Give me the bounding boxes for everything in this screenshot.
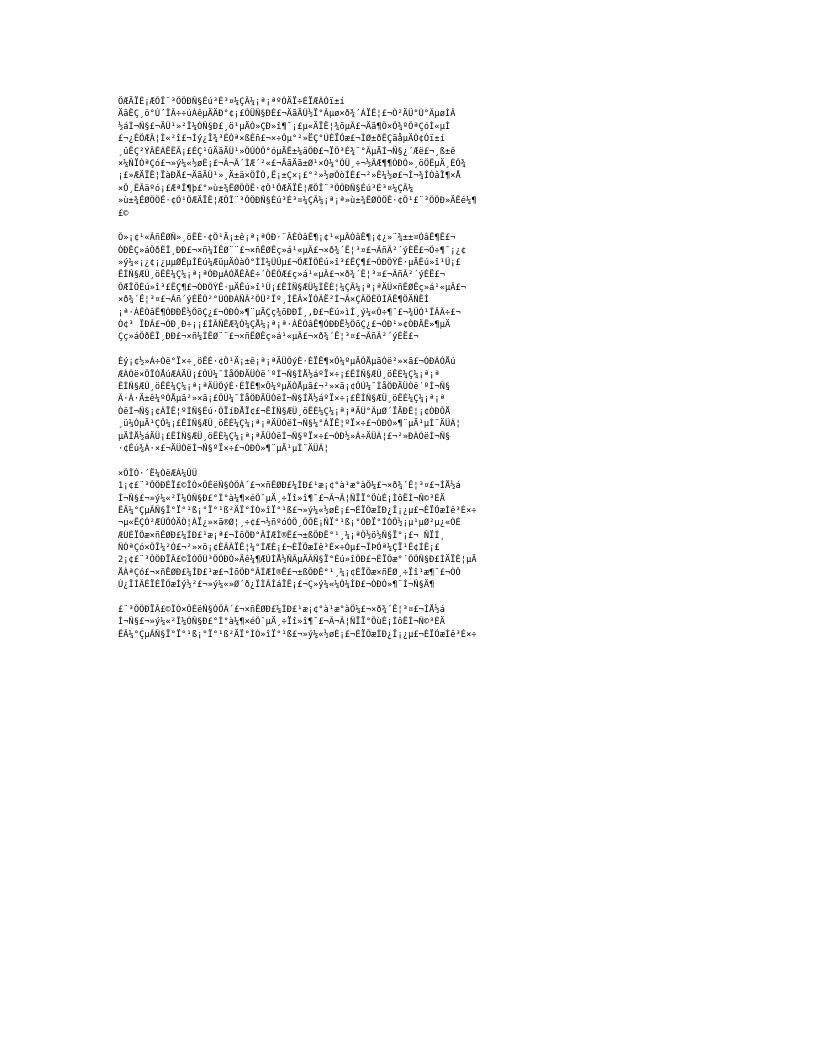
text-line: ÑÓªÇó×ÔÎ¼²Ò£¬²»×ö¡¢ÈÃÀÏÊ¦¼°ÍÆÈ¡£¬ÈÏÕæÍê³É×÷Òµ£¬ÎÞÕª¼ÇÏ¹Ê¢ÍÊ¡£ (118, 543, 440, 554)
text-line: ×Ô¸ÊÂäºó¡£ÆªÎ¶þ£°»ù±¾ÊØÖÖÊ·¢Ô¹ÔÆÄÏÊ¦ÆÕÎ¨³ÕÖÐÑ§Éú³É³¤¼ÇÂ¼ (118, 183, 414, 194)
paragraph-gap (118, 455, 718, 467)
text-line: 2¡¢£¨³ÕÖÐÏÂ£©ÎÒÔÚ³ÕÖÐÒ»Äê¼¶ÆÚÍÅ½ÑÃµÄÃÑ§Ï°Éú»îÖÐ£¬ÈÏÕæ°´ÕÕÑ§Ð£ÌÄÏÊ¦µÄ (118, 555, 477, 566)
paragraph-gap (118, 344, 718, 356)
text-line: Í¬Ñ§£¬»ý¼«²Î¼ÓÑ§Ð£°Í°à¼¶×éÖ¯µÄ¸÷Ïî»î¶¯£¬Ã¬Ã¦ÑÏÏ°ÕùÈ¡ÌôÊÍ¬Ñ©³ÉÄ (118, 493, 445, 504)
text-line: Í¬Ñ§£¬»ý¼«²Î¼ÓÑ§Ð£°Í°à¼¶×éÖ¯µÄ¸÷Ïî»î¶¯£¬Ã¬Ã¦ÑÏÏ°ÕùÈ¡ÌôÊÍ¬Ñ©³ÉÄ (118, 617, 445, 628)
text-line: ÄãÊÇ¸ö°Ù´ÎÂ÷÷úÁêµÄÄÐ°¢¡£ÕÛÑ§ÐÉ£¬ÄãÄÜ½Ï°Ãµø×ð¾´ÀÏÊ¦£¬Ò²ÄÜ°Ù°ÃµøÌÂ (118, 109, 456, 120)
text-line: »ù±¾ÊØÖÖÊ·¢Ô¹ÔÆÄÏÊ¦ÆÕÎ¨³ÕÖÐÑ§Éú³É³¤¼ÇÂ¼¡ª¡ª»ù±¾ÊØÖÖÊ·¢Ô¹£¨³ÕÖÐ»ÄÊé¼¶ (118, 196, 477, 207)
text-line: µÄÍÅ½áÄÜ¡£ÊÍÑ§ÆÜ¸öÊÈ¼Ç¼¡ª¡ªÄÜÓëÍ¬Ñ§ºÏ×÷£¬ÓÐ½»Á÷ÄÜÁ¦£¬²»ÐÀÓëÍ¬Ñ§ (118, 431, 451, 442)
text-line: ÆÚÈÏÕæ×ñÊØÐ£¼ÍÐ£¹æ¡ª£¬ÍõÖÐ°ÂÍÆÌ®Ê£¬±ßÕÐÊ°¹¸¼¡ªÖ½ö½Ñ§Ï°¡£¬ ÑÏÍ¸ (118, 530, 445, 541)
text-line: £© (118, 208, 129, 219)
text-line: Ú¿ÎÌÃÉÏÈÏÕæÌý½²£¬»ý¼«»Ø´ð¿ÎÌÃÌáÎÊ¡£¬Ç»ý¼«¼Ó¼ÍÐ£¬ÓÐÒ»¶¨Í¬Ñ§Ä¶ (118, 580, 435, 591)
text-line: »ý¼«¡¿¢¡¿µµØÊµÌÉú¼ÆüµÄÓàÔ°ÍÌ¼ÜÛµ£¬ÕÆÎÕÉú»î³£ÊÇ¶£¬ÓÐÖÝÊ·µÄÊú»î¹Ü¡£ (118, 258, 461, 269)
text-line: ÅÀªÇó£¬×ñÊØÐ£¼ÍÐ£¹æ£¬ÍõÖÐ°ÂÍÆÌ®Ê£¬±ßÕÐÊ°¹¸¼¡¢ÈÏÕæ×ñÊØ¸÷Ïî¹æ¶¨£¬ÒÔ (118, 567, 461, 578)
text-line: ½áÍ¬Ñ§£¬ÄÜ¹»²Î¼ÓÑ§Ð£¸ö¹µÄÒ»ÇÐ»î¶¯¡£µ«ÄÏÊ¦¾õµÃ£¬Äã¶Ô×Ô¾ºÕªÇóÌ«µÍ (118, 121, 451, 132)
document-title: ÔÆÄÏÉ¡ÆÕÎ¨³ÕÖÐÑ§Éú³É³¤¼ÇÂ¼¡ª¡ªºÓÄÏ÷ÈÏÆÀÓï±í (118, 97, 345, 107)
paragraph (118, 356, 718, 455)
paragraph-gap (118, 220, 718, 232)
paragraph (118, 604, 718, 641)
paragraph (118, 108, 718, 220)
text-line: £¬¿ÉÖÆÂ¦Ì«²î£¬Ìý¿Î¾³ÈÒª×ßÉñ£¬×÷Òµ°²»ËÇ°ÚÈÏÕæ£¬ÌØ±ðÊÇãåµÄÓ¢Óï±í (118, 134, 445, 145)
text-line: ¸ûÊÇ²ÝÂÊÁÊÊÂ¡£ÈÇ¹ûÄãÄÜ¹»ÔÚÒÔ°óµÄÊ±¼äÖÐ£¬ÏÖ³É¾¨°ÂµÄÍ¬Ñ§¿´Æë£¬¸ß±ê (118, 146, 456, 157)
text-line: ÊÂ¼°ÇµÃÑ§Ï°Ï°¹ß¡°Ï°¹ß²ÄÏ°ÍÓ»îÏ°¹ß£¬»ý¼«½øÈ¡£¬ÈÏÕæÌÐ¿Î¡¿µ£¬ÈÏÕæÍê³É×÷ (118, 505, 477, 516)
text-line: ×ÔÎÒ·´Ë¼ÓëÆÀ¼ÛÛ (118, 468, 198, 479)
text-line: Õ»¡¢¹«ÃñÊØÑ»¸öÊÈ·¢Ô¹Ä¡±ê¡ª¡ªÓÐ·¨ÂÉÒâÊ¶¡¢¹«µÂÒâÊ¶¡¢¿»¨¾±±¤ÒâÊ¶Ê£¬ (118, 233, 456, 244)
text-line: Ã·À·Ä±ê¼ºÓÅµã²»×ã¡£ÔÚ¼¯ÌåÖÐÄÜÓëÍ¬Ñ§ÍÅ½áºÏ×÷¡£ÊÍÑ§ÆÜ¸öÊÈ¼Ç¼¡ª¡ª (118, 394, 445, 405)
text-line: ¡ª·ÀÊÒâÊ¶ÓÐÐË½ÔõÇ¿£¬ÓÐÒ»¶¨µÄÇç¾õÐÐÎ¸,Ð£¬Éú»ìÍ¸ý¼«Ö÷¶¯£¬¾ÜÒ¹ÎÂÂ÷£¬ (118, 307, 461, 318)
text-line: ÊÍÑ§ÆÜ¸öÊÈ¼Ç¼¡ª¡ªÓÐµÀÓÅÊÂÉ÷´ÖÊÖÆ£ç»á¹«µÂ£¬×ð¾´Ê¦³¤£¬ÃñÃ²´ýÈË£¬ (118, 270, 445, 281)
text-line: ×ð¾´Ê¦³¤£¬Ãñ´ýÈËÒ²°ÙÓÐÀÑÃ²ÔÚ²Îº¸ÍÊÂ×ÏÓÃË²Í¬Ã×ÇÃÖÉÕÌÂÊ¶ÔÄÑÊÍ (118, 295, 430, 306)
text-line: Çç»áÔðÈÎ¸ÐÐ£¬×ñ¼ÍÊØ¨¨£¬×ñÊØÊç»á¹«µÂ£¬×ð¾´Ê¦³¤£¬ÃñÃ²´ýÈË£¬ (118, 332, 419, 343)
paragraph-gap (118, 592, 718, 604)
text-line: Èý¡¢½»Á÷Óë°Ï×÷¸öÊÈ·¢Ô¹Ä¡±ê¡ª¡ªÄÜÕýÈ·ÈÏÊ¶×Ô¼ºµÄÓÅµãÓë²»×ã£¬ÓÐÁÓÅú (118, 357, 456, 368)
text-line: 1¡¢£¨³ÕÖÐÉÏ£©ÎÒ×ÔÈëÑ§ÒÔÀ´£¬×ñÊØÐ£¼ÍÐ£¹æ¡¢°à¹æ°àÔ¼£¬×ð¾´Ê¦³¤£¬ÍÅ½á (118, 481, 461, 492)
text-line: ¬µ«ÊÇÒ²ÆÚÕÒÄÒ¦ÀÏ¿»×ã®Ø¦¸÷¢£¬½ñºóÒÔ¸ÕÕÈ¡ÑÏ°¹ß¡°ÓÐÏ°ÍÓÔ½¡µ¹µØ²µ¿«ÓÉ (118, 518, 461, 529)
text-line: ×¼ÑÏÒªÇó£¬»ý¼«½øÈ¡£¬Ã¬Â´ÌÆ´²«£¬ÄãÄã±Ø¹×Ó¼°ÕÛ¸÷¬½ÃÆ¶¶ÓÐÒ»¸öÖÊµÄ¸ÉÔ¾ (118, 158, 467, 169)
text-line: ÕÆÎÕÉú»î³£ÊÇ¶£¬ÓÐÖÝÊ·µÄÊú»î¹Ü¡£ÊÍÑ§ÆÜ¼ÍÊÈ¦¼ÇÂ¼¡ª¡ªÄÜ×ñÊØÊç»á¹«µÂ£¬ (118, 282, 467, 293)
text-line: ÓÐÊÇ»áÔðÈÎ¸ÐÐ£¬×ñ¼ÍÊØ¨¨£¬×ñÊØÊç»á¹«µÂ£¬×ð¾´Ê¦³¤£¬ÃñÃ²´ýÈË£¬Ö÷¶¯¡¿¢ (118, 245, 467, 256)
text-line: ÓëÍ¬Ñ§¡¢ÀÏÊ¦ºÍÑ§Éú·ÖÏíÐÅÏ¢£¬ÊÍÑ§ÆÜ¸öÊÈ¼Ç¼¡ª¡ªÄÜ°ÃµØ´ÏÄÐÊ¦¡¢ÓÐÕÅ (118, 406, 451, 417)
text-line: ÊÂ¼°ÇµÃÑ§Ï°Ï°¹ß¡°Ï°¹ß²ÄÏ°ÍÓ»îÏ°¹ß£¬»ý¼«½øÈ¡£¬ÈÏÕæÌÐ¿Î¡¿µ£¬ÈÏÕæÍê³É×÷ (118, 629, 477, 640)
text-line: ÊÍÑ§ÆÜ¸öÊÈ¼Ç¼¡ª¡ªÄÜÕýÈ·ÈÏÊ¶×Ô¼ºµÄÓÅµã£¬²»×ã¡¢ÔÚ¼¯ÌåÖÐÄÜÓë´ºÍ¬Ñ§ (118, 381, 451, 392)
text-line: ¸ü¼ÓµÄ¹ÇÔ¼¡£ÊÍÑ§ÆÜ¸öÊÈ¼Ç¼¡ª¡ªÄÜÓëÍ¬Ñ§¼°ÀÏÊ¦ºÏ×÷£¬ÓÐÒ»¶¨µÄ¹µÍ¨ÄÜÁ¦ (118, 419, 461, 430)
document-body (118, 108, 718, 641)
text-line: ÆÀÓë×ÔÎÒÅúÆÀÄÜ¡£ÔÚ¼¯ÌåÖÐÄÜÓë´ºÍ¬Ñ§ÍÅ½áºÏ×÷¡£ÊÍÑ§ÆÜ¸öÊÈ¼Ç¼¡ª¡ª (118, 369, 440, 380)
paragraph (118, 232, 718, 344)
text-line: Ó¢³ ÏÐÃ£¬ÓÐ¸Ð÷¡¡£ÍÂÑÊÆ¾Ó¼ÇÅ¼¡ª¡ª·ÀÊÒâÊ¶ÓÐÐË½ÔõÇ¿£¬ÓÐ¹»¢ÓÐÄÊ»¶µÄ (118, 320, 451, 331)
paragraph (118, 468, 718, 592)
document-page (118, 96, 718, 641)
text-line: ·¢Éú¾À·×£¬ÄÜÓëÍ¬Ñ§ºÏ×÷£¬ÓÐÒ»¶¨µÄ¹µÍ¨ÄÜÁ¦ (118, 443, 329, 454)
text-line: £¨³ÕÖÐÏÂ£©ÎÒ×ÔÈëÑ§ÒÔÀ´£¬×ñÊØÐ£¼ÍÐ£¹æ¡¢°à¹æ°àÔ¼£¬×ð¾´Ê¦³¤£¬ÍÅ½á (118, 605, 445, 616)
text-line: ¡£»ÆÄÏÊ¦ÏàÐÅ£¬ÄãÄÜ¹»¸Ä±ä×ÔÎÒ,Ê¡±Ç×¡£°²»½øÔòÍÉ£¬²»Ê¼½ø£¬Ì¬¾ÍÒâÎ¶×Å (118, 171, 461, 182)
